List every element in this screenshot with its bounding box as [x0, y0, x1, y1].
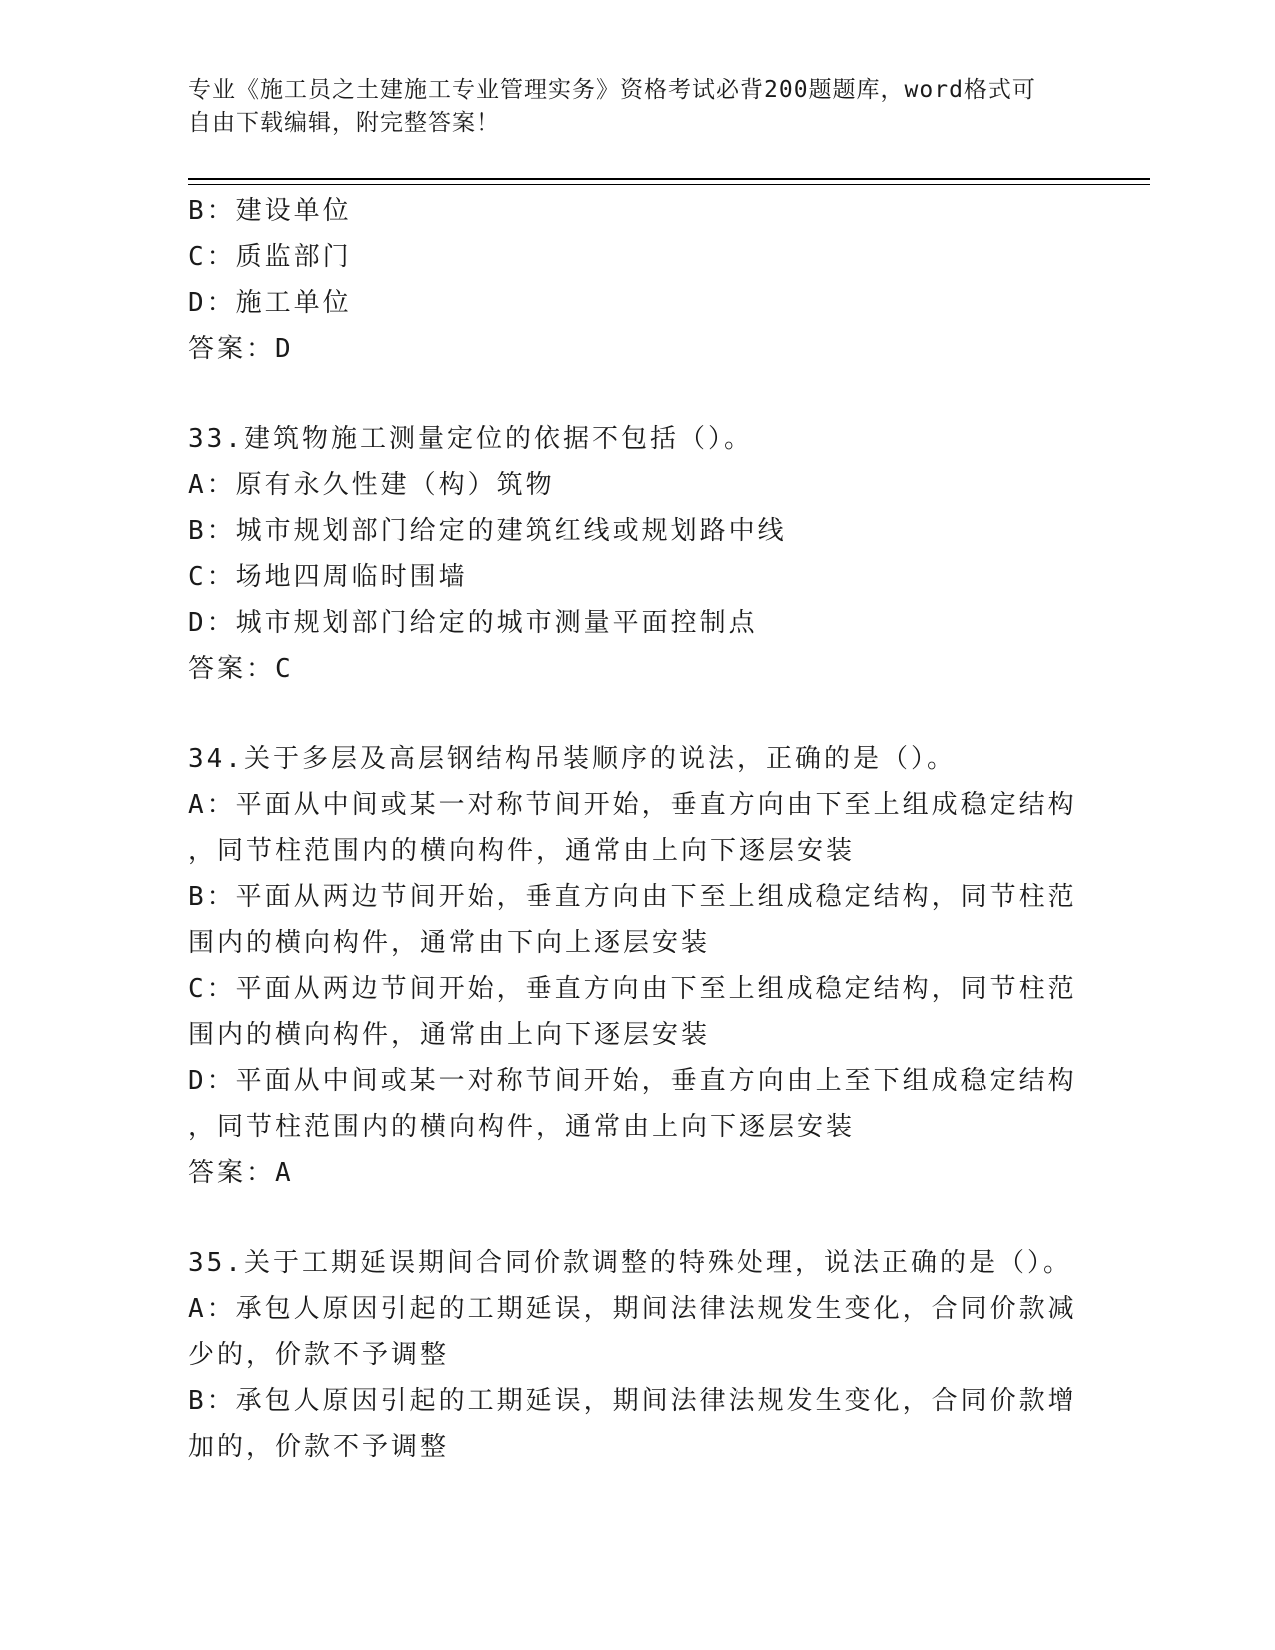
option-b-line-2: 加的，价款不予调整 [188, 1432, 450, 1462]
question-stem: 34.关于多层及高层钢结构吊装顺序的说法，正确的是（）。 [188, 744, 956, 774]
question-33 [188, 416, 1068, 692]
option-a: A：原有永久性建（构）筑物 [188, 470, 555, 500]
answer: 答案：A [188, 1158, 294, 1188]
question-35 [188, 1240, 1077, 1470]
option-a-line-1: A：承包人原因引起的工期延误，期间法律法规发生变化，合同价款减 [188, 1294, 1077, 1324]
option-a-line-2: ，同节柱范围内的横向构件，通常由上向下逐层安装 [188, 836, 856, 866]
question-32-tail [188, 188, 1068, 372]
spacer [188, 372, 1068, 416]
option-a-line-1: A：平面从中间或某一对称节间开始，垂直方向由下至上组成稳定结构 [188, 790, 1077, 820]
question-stem: 35.关于工期延误期间合同价款调整的特殊处理，说法正确的是（）。 [188, 1248, 1072, 1278]
option-d-line-2: ，同节柱范围内的横向构件，通常由上向下逐层安装 [188, 1112, 856, 1142]
question-stem: 33.建筑物施工测量定位的依据不包括（）。 [188, 424, 753, 454]
option-d: D：施工单位 [188, 288, 352, 318]
option-b: B：城市规划部门给定的建筑红线或规划路中线 [188, 516, 787, 546]
document-header [188, 74, 1068, 140]
question-content [188, 188, 1077, 1470]
option-b-line-1: B：平面从两边节间开始，垂直方向由下至上组成稳定结构，同节柱范 [188, 882, 1077, 912]
option-d: D：城市规划部门给定的城市测量平面控制点 [188, 608, 758, 638]
option-d-line-1: D：平面从中间或某一对称节间开始，垂直方向由上至下组成稳定结构 [188, 1066, 1077, 1096]
option-c: C：质监部门 [188, 242, 352, 272]
option-b-line-1: B：承包人原因引起的工期延误，期间法律法规发生变化，合同价款增 [188, 1386, 1077, 1416]
spacer [188, 692, 1068, 736]
header-divider-thin [188, 184, 1150, 185]
header-line-1: 专业《施工员之土建施工专业管理实务》资格考试必背200题题库，word格式可 [188, 77, 1036, 103]
option-a-line-2: 少的，价款不予调整 [188, 1340, 450, 1370]
question-34 [188, 736, 1077, 1196]
option-b-line-2: 围内的横向构件，通常由下向上逐层安装 [188, 928, 711, 958]
spacer [188, 1196, 1068, 1240]
option-b: B：建设单位 [188, 196, 352, 226]
header-divider-thick [188, 178, 1150, 180]
option-c-line-2: 围内的横向构件，通常由上向下逐层安装 [188, 1020, 711, 1050]
option-c: C：场地四周临时围墙 [188, 562, 468, 592]
answer: 答案：C [188, 654, 294, 684]
header-line-2: 自由下载编辑，附完整答案！ [188, 110, 500, 136]
answer: 答案：D [188, 334, 294, 364]
option-c-line-1: C：平面从两边节间开始，垂直方向由下至上组成稳定结构，同节柱范 [188, 974, 1077, 1004]
